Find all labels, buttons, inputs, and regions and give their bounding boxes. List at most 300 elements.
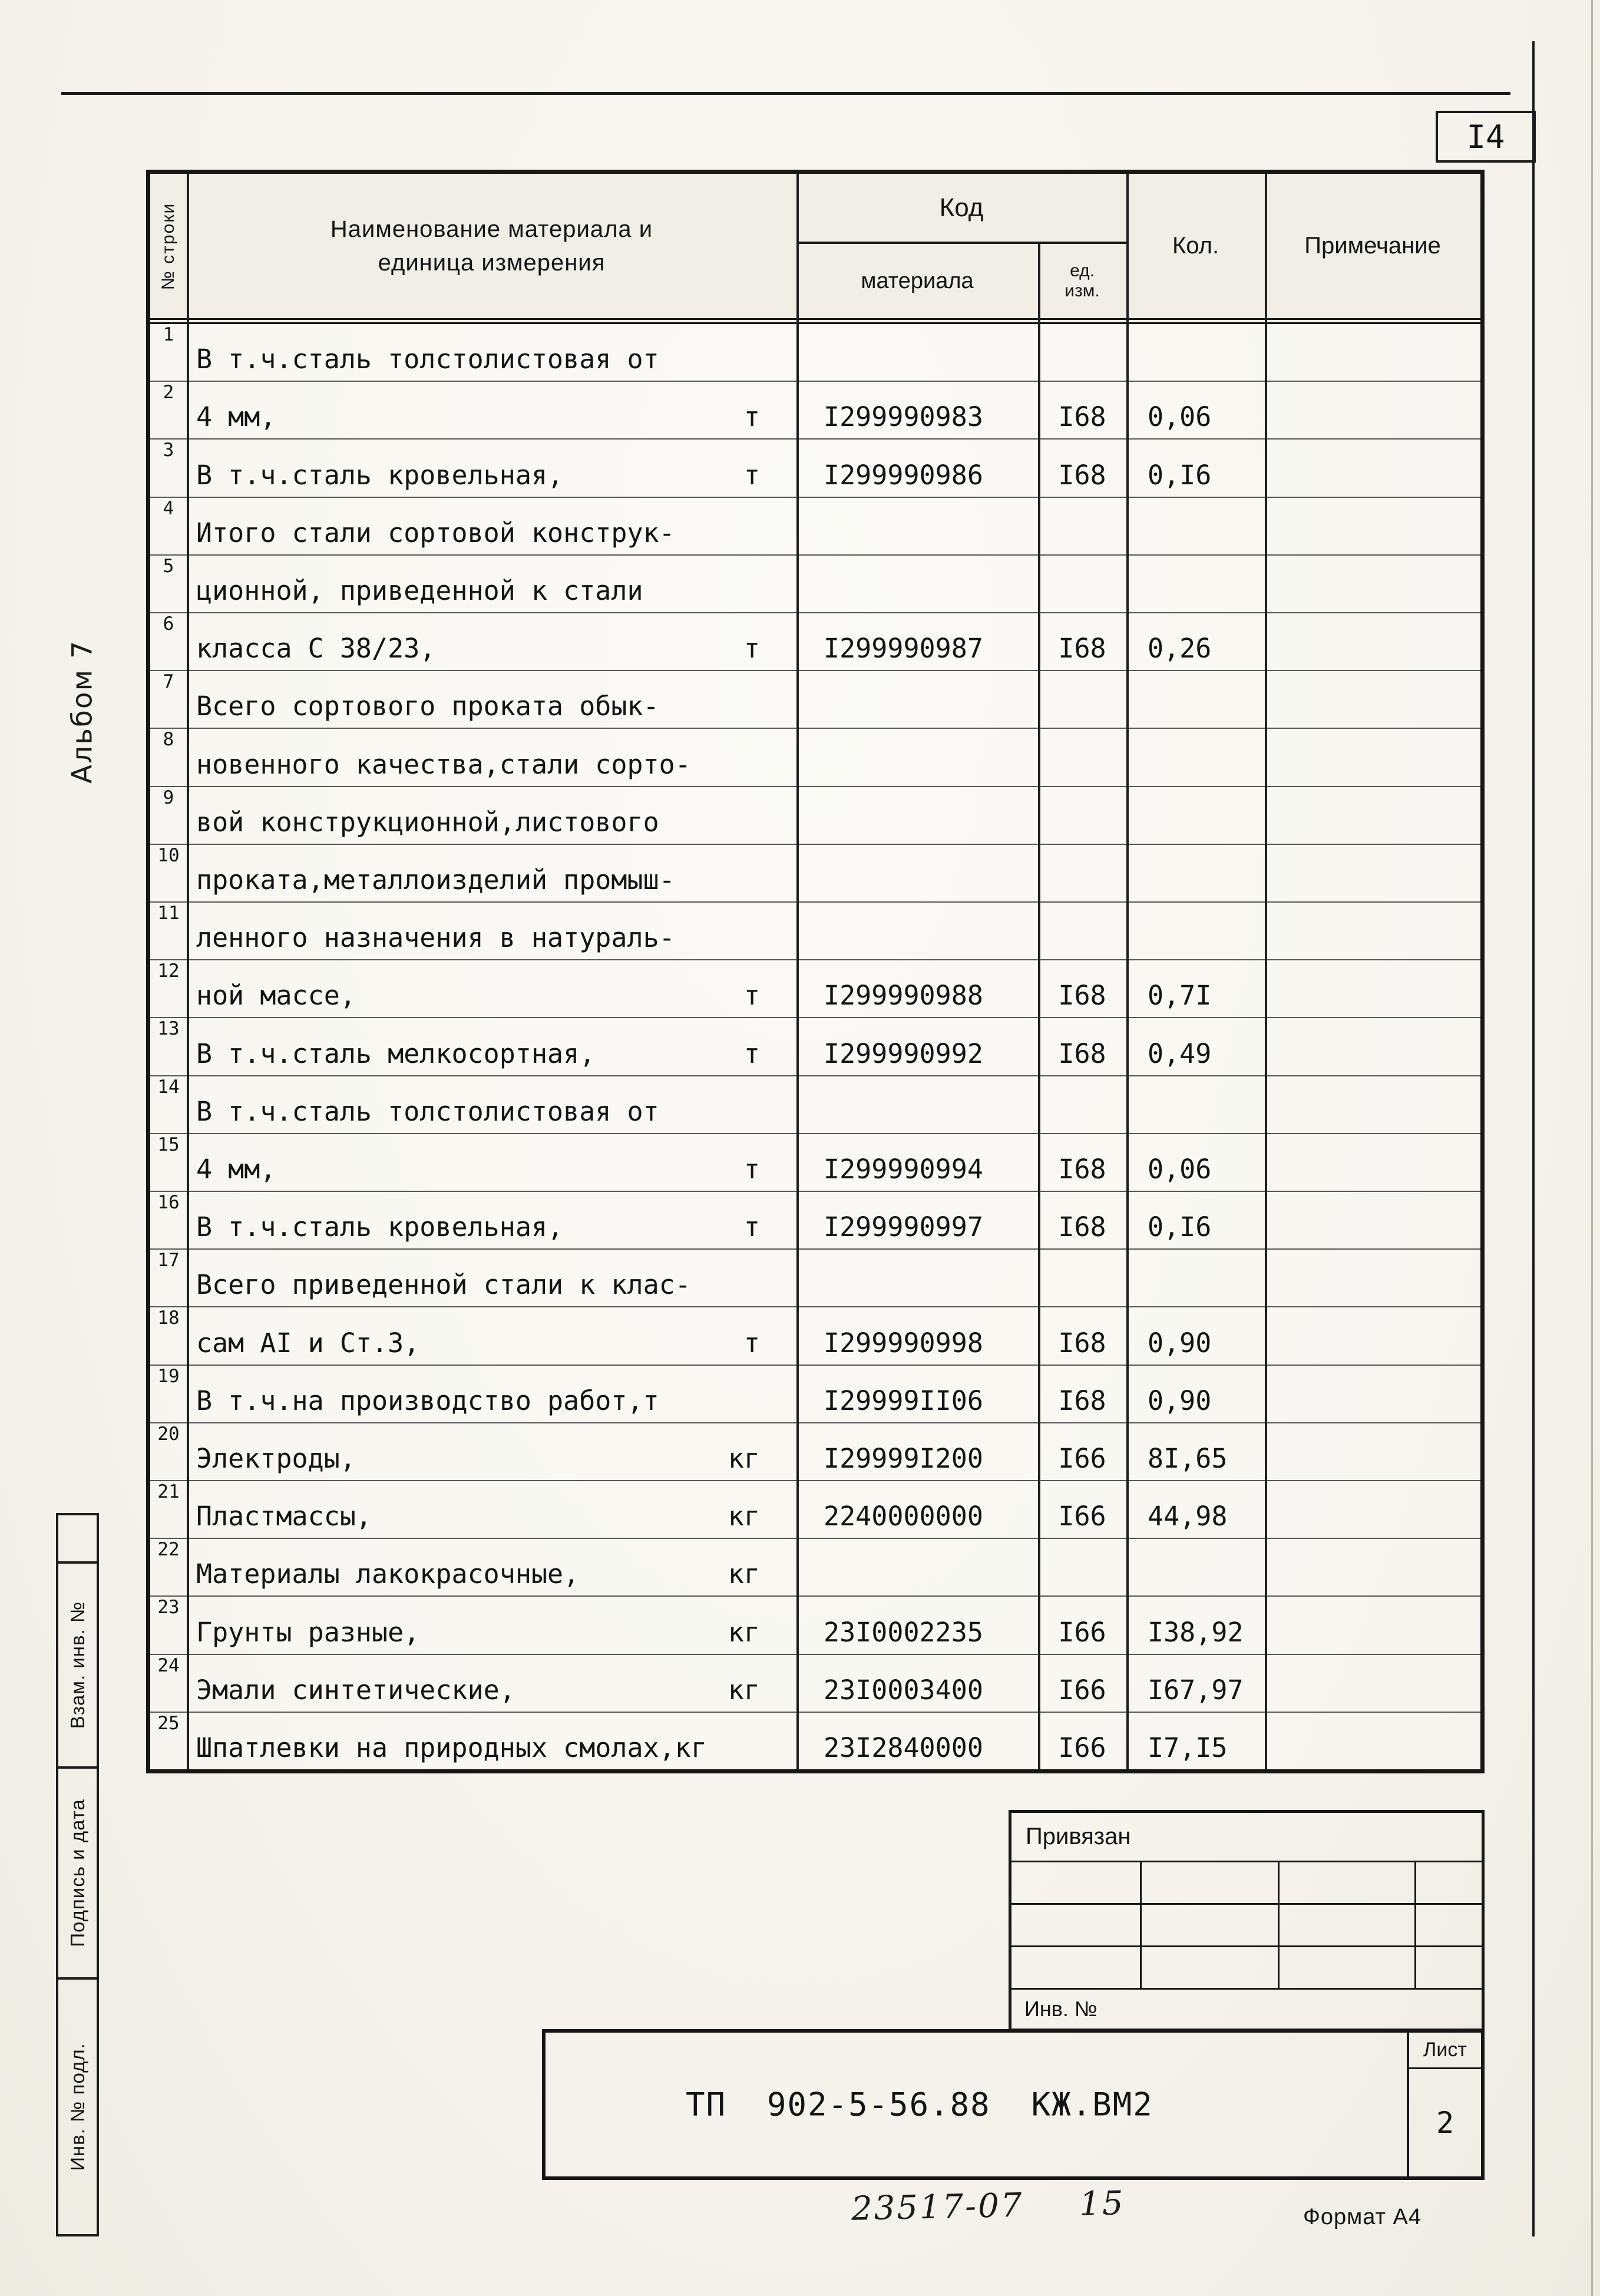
- column-header-quantity: Кол.: [1172, 233, 1219, 259]
- note-cell: [1265, 1192, 1480, 1248]
- material-name-cell: [187, 1655, 796, 1712]
- table-row: [150, 498, 1480, 556]
- material-name: Грунты разные,: [196, 1616, 420, 1648]
- row-number-header-text: № строки: [158, 202, 178, 290]
- material-name-cell: [187, 382, 796, 438]
- material-name: В т.ч.сталь кровельная,: [196, 1211, 564, 1243]
- unit-code: I66: [1058, 1443, 1106, 1475]
- unit-code-cell: [1038, 1713, 1126, 1769]
- quantity: 8I,65: [1148, 1443, 1228, 1475]
- quantity-cell: [1126, 1655, 1265, 1712]
- quantity: 0,I6: [1148, 1211, 1212, 1243]
- quantity-cell: [1126, 671, 1265, 728]
- material-code-cell: [796, 1250, 1038, 1306]
- material-name-cell: [187, 1713, 796, 1769]
- material-code: I299990994: [824, 1154, 983, 1185]
- note-cell: [1265, 1597, 1480, 1653]
- note-cell: [1265, 960, 1480, 1017]
- row-number: 5: [163, 555, 174, 577]
- row-number: 9: [163, 787, 174, 808]
- document-code: ТП 902-5-56.88 КЖ.ВМ2: [686, 2086, 1153, 2123]
- unit-code-cell: [1038, 1481, 1126, 1538]
- note-cell: [1265, 1076, 1480, 1133]
- privyazan-divider: [1140, 1862, 1142, 1990]
- material-name: сам АI и Ст.3,: [196, 1327, 420, 1359]
- paper-edge-line: [1591, 0, 1593, 2296]
- row-number: 17: [157, 1250, 180, 1271]
- unit-code: I68: [1058, 980, 1106, 1012]
- material-code-cell: [796, 382, 1038, 438]
- note-cell: [1265, 671, 1480, 728]
- material-name: В т.ч.на производство работ,т: [196, 1385, 659, 1416]
- table-row: [150, 1481, 1480, 1539]
- material-code: I29999I200: [824, 1443, 983, 1475]
- material-code-cell: [796, 1307, 1038, 1364]
- note-cell: [1265, 613, 1480, 670]
- note-cell: [1265, 1423, 1480, 1480]
- table-row: [150, 1076, 1480, 1134]
- unit-code: I68: [1058, 1154, 1106, 1185]
- table-row: [150, 440, 1480, 497]
- handwritten-order-number: [851, 2184, 1125, 2228]
- format-label: Формат А4: [1303, 2205, 1422, 2229]
- material-name: В т.ч.сталь толстолистовая от: [196, 343, 659, 375]
- quantity-cell: [1126, 1192, 1265, 1248]
- material-name: ной массе,: [196, 980, 356, 1012]
- unit-code-cell: [1038, 787, 1126, 844]
- material-name: Всего сортового проката обык-: [196, 691, 659, 722]
- material-code: 23I0002235: [824, 1616, 983, 1648]
- unit-code-cell: [1038, 1597, 1126, 1653]
- row-number: 14: [157, 1076, 180, 1098]
- material-code-cell: [796, 440, 1038, 496]
- unit-code: I68: [1058, 1385, 1106, 1416]
- quantity-cell: [1126, 1539, 1265, 1595]
- material-name: Пластмассы,: [196, 1501, 372, 1532]
- unit-code: I68: [1058, 1211, 1106, 1243]
- material-unit: кг: [728, 1674, 760, 1706]
- row-number: 25: [157, 1712, 180, 1734]
- column-divider: [796, 174, 799, 1769]
- row-number: 24: [157, 1654, 180, 1676]
- column-header-material-code: материала: [861, 268, 974, 293]
- material-name: ленного назначения в натураль-: [196, 922, 675, 954]
- material-code-cell: [796, 1713, 1038, 1769]
- title-block: [542, 2029, 1485, 2180]
- quantity-cell: [1126, 1481, 1265, 1538]
- podpis-data-label: Подпись и дата: [66, 1799, 88, 1947]
- row-number: 16: [157, 1192, 180, 1214]
- quantity-cell: [1126, 1307, 1265, 1364]
- quantity-cell: [1126, 498, 1265, 554]
- quantity-cell: [1126, 903, 1265, 959]
- material-name-cell: [187, 324, 796, 381]
- material-code: I299990998: [824, 1327, 983, 1359]
- table-row: [150, 1366, 1480, 1423]
- unit-code-cell: [1038, 1134, 1126, 1191]
- material-name-cell: [187, 556, 796, 612]
- material-name-cell: [187, 1250, 796, 1306]
- unit-code: I66: [1058, 1501, 1106, 1532]
- material-code: 23I2840000: [824, 1732, 983, 1764]
- column-divider: [1126, 174, 1129, 1769]
- quantity-cell: [1126, 787, 1265, 844]
- material-code-cell: [796, 1134, 1038, 1191]
- note-cell: [1265, 324, 1480, 381]
- note-cell: [1265, 1366, 1480, 1422]
- unit-code-cell: [1038, 729, 1126, 785]
- note-cell: [1265, 1481, 1480, 1538]
- table-header: [150, 174, 1480, 324]
- material-name-cell: [187, 960, 796, 1017]
- material-unit: кг: [728, 1558, 760, 1590]
- column-divider: [1265, 174, 1267, 1769]
- unit-code: I66: [1058, 1732, 1106, 1764]
- quantity: I7,I5: [1148, 1732, 1228, 1764]
- privyazan-empty-row: [1011, 1905, 1482, 1947]
- row-number: 22: [157, 1539, 180, 1561]
- row-number: 11: [157, 903, 180, 924]
- table-row: [150, 1250, 1480, 1307]
- column-header-code-group: Код: [796, 174, 1126, 244]
- quantity-cell: [1126, 960, 1265, 1017]
- unit-code: I66: [1058, 1674, 1106, 1706]
- material-code-cell: [796, 556, 1038, 612]
- table-body: [150, 324, 1480, 1769]
- unit-code-cell: [1038, 1307, 1126, 1364]
- unit-code-cell: [1038, 960, 1126, 1017]
- right-frame-line: [1532, 41, 1535, 2236]
- material-code-cell: [796, 1423, 1038, 1480]
- quantity-cell: [1126, 382, 1265, 438]
- frame-cell-empty: [56, 1513, 99, 1564]
- note-cell: [1265, 787, 1480, 844]
- page-number: I4: [1466, 118, 1505, 156]
- material-unit: т: [743, 1154, 760, 1185]
- row-number: 1: [163, 324, 174, 345]
- material-name: новенного качества,стали сорто-: [196, 748, 691, 780]
- quantity: 0,26: [1148, 633, 1212, 665]
- material-code-cell: [796, 729, 1038, 785]
- unit-code-cell: [1038, 613, 1126, 670]
- material-code: 23I0003400: [824, 1674, 983, 1706]
- material-name-header-line2: единица измерения: [378, 249, 606, 276]
- material-code: I299990988: [824, 980, 983, 1012]
- unit-code-cell: [1038, 324, 1126, 381]
- material-name: 4 мм,: [196, 1154, 276, 1185]
- note-cell: [1265, 498, 1480, 554]
- unit-code: I68: [1058, 459, 1106, 491]
- material-code-cell: [796, 1597, 1038, 1653]
- material-code-cell: [796, 1481, 1038, 1538]
- table-row: [150, 1713, 1480, 1769]
- unit-code-cell: [1038, 903, 1126, 959]
- material-unit: т: [743, 633, 760, 665]
- material-name: 4 мм,: [196, 401, 276, 433]
- row-number: 21: [157, 1481, 180, 1503]
- table-row: [150, 729, 1480, 787]
- note-cell: [1265, 845, 1480, 901]
- unit-code-cell: [1038, 1076, 1126, 1133]
- row-number: 12: [157, 960, 180, 982]
- note-cell: [1265, 440, 1480, 496]
- quantity-cell: [1126, 1018, 1265, 1075]
- material-code: 2240000000: [824, 1501, 983, 1532]
- material-code-cell: [796, 1192, 1038, 1248]
- quantity-cell: [1126, 556, 1265, 612]
- privyazan-label: Привязан: [1011, 1813, 1482, 1862]
- material-name-cell: [187, 1307, 796, 1364]
- handwritten-number: 23517-07: [851, 2186, 1024, 2228]
- material-unit: т: [743, 1038, 760, 1069]
- frame-cell-vzam-inv: [56, 1561, 99, 1769]
- note-cell: [1265, 1307, 1480, 1364]
- table-row: [150, 1307, 1480, 1365]
- row-number: 6: [163, 613, 174, 635]
- material-name-cell: [187, 440, 796, 496]
- material-name: Электроды,: [196, 1443, 356, 1475]
- quantity: 0,I6: [1148, 459, 1212, 491]
- unit-code: I66: [1058, 1616, 1106, 1648]
- inv-podl-label: Инв. № подл.: [66, 2043, 88, 2171]
- note-cell: [1265, 1134, 1480, 1191]
- quantity: 0,06: [1148, 1154, 1212, 1185]
- unit-code-cell: [1038, 556, 1126, 612]
- material-code-cell: [796, 845, 1038, 901]
- material-unit: т: [743, 459, 760, 491]
- row-number: 4: [163, 497, 174, 519]
- quantity: 0,06: [1148, 401, 1212, 433]
- material-code-cell: [796, 960, 1038, 1017]
- vzam-inv-label: Взам. инв. №: [66, 1601, 88, 1729]
- row-number: 13: [157, 1018, 180, 1040]
- table-row: [150, 1655, 1480, 1713]
- unit-code: I68: [1058, 633, 1106, 665]
- unit-code: I68: [1058, 1327, 1106, 1359]
- table-row: [150, 382, 1480, 440]
- quantity-cell: [1126, 440, 1265, 496]
- note-cell: [1265, 382, 1480, 438]
- privyazan-divider: [1414, 1862, 1416, 1990]
- row-number: 7: [163, 671, 174, 693]
- unit-code-cell: [1038, 1423, 1126, 1480]
- quantity: I67,97: [1148, 1674, 1244, 1706]
- row-number: 3: [163, 440, 174, 461]
- row-number: 10: [157, 844, 180, 866]
- material-unit: кг: [728, 1443, 760, 1475]
- material-name: В т.ч.сталь толстолистовая от: [196, 1095, 659, 1127]
- unit-code: I68: [1058, 401, 1106, 433]
- privyazan-divider: [1278, 1862, 1280, 1990]
- material-code-cell: [796, 1018, 1038, 1075]
- column-header-row-number: [150, 174, 187, 318]
- material-name: вой конструкционной,листового: [196, 806, 659, 838]
- material-name-cell: [187, 1076, 796, 1133]
- material-name-cell: [187, 1366, 796, 1422]
- material-code-cell: [796, 903, 1038, 959]
- material-name: Итого стали сортовой конструк-: [196, 517, 675, 549]
- privyazan-block: [1009, 1810, 1485, 2031]
- frame-cell-inv-podl: [56, 1977, 99, 2236]
- table-row: [150, 556, 1480, 613]
- material-name: В т.ч.сталь кровельная,: [196, 459, 564, 491]
- note-cell: [1265, 1713, 1480, 1769]
- material-code-cell: [796, 787, 1038, 844]
- material-name-cell: [187, 613, 796, 670]
- unit-code-cell: [1038, 1018, 1126, 1075]
- material-name: Материалы лакокрасочные,: [196, 1558, 580, 1590]
- quantity-cell: [1126, 1713, 1265, 1769]
- material-name-cell: [187, 845, 796, 901]
- row-number: 18: [157, 1307, 180, 1329]
- unit-code-cell: [1038, 382, 1126, 438]
- material-code-cell: [796, 1076, 1038, 1133]
- unit-code-cell: [1038, 440, 1126, 496]
- sheet-label: Лист: [1409, 2033, 1481, 2069]
- privyazan-inv-label: Инв. №: [1024, 1997, 1097, 2021]
- material-name: Эмали синтетические,: [196, 1674, 515, 1706]
- material-code-cell: [796, 1655, 1038, 1712]
- material-code-cell: [796, 671, 1038, 728]
- material-code: I29999II06: [824, 1385, 983, 1416]
- unit-code-cell: [1038, 1366, 1126, 1422]
- unit-code-header-line1: ед.: [1070, 260, 1095, 280]
- material-name-cell: [187, 671, 796, 728]
- material-name: класса С 38/23,: [196, 633, 436, 665]
- quantity-cell: [1126, 1423, 1265, 1480]
- material-name: Шпатлевки на природных смолах,кг: [196, 1732, 707, 1764]
- material-name-cell: [187, 498, 796, 554]
- table-row: [150, 1423, 1480, 1481]
- column-header-material-name: [187, 174, 796, 318]
- material-code-cell: [796, 1366, 1038, 1422]
- table-row: [150, 845, 1480, 903]
- note-cell: [1265, 729, 1480, 785]
- quantity-cell: [1126, 845, 1265, 901]
- table-row: [150, 1192, 1480, 1250]
- material-code: I299990992: [824, 1038, 983, 1069]
- material-unit: кг: [728, 1616, 760, 1648]
- quantity: 44,98: [1148, 1501, 1228, 1532]
- material-unit: кг: [728, 1501, 760, 1532]
- material-name-cell: [187, 787, 796, 844]
- material-code: I299990997: [824, 1211, 983, 1243]
- material-code-cell: [796, 613, 1038, 670]
- quantity: I38,92: [1148, 1616, 1244, 1648]
- material-name-cell: [187, 1597, 796, 1653]
- material-name: В т.ч.сталь мелкосортная,: [196, 1038, 596, 1069]
- table-row: [150, 960, 1480, 1018]
- quantity-cell: [1126, 1250, 1265, 1306]
- note-cell: [1265, 556, 1480, 612]
- note-cell: [1265, 1250, 1480, 1306]
- table-row: [150, 613, 1480, 671]
- material-code: I299990987: [824, 633, 983, 665]
- material-unit: т: [743, 1211, 760, 1243]
- material-code-cell: [796, 498, 1038, 554]
- top-border-line: [61, 92, 1510, 95]
- material-name-cell: [187, 1481, 796, 1538]
- quantity-cell: [1126, 1076, 1265, 1133]
- page-number-box: [1436, 111, 1536, 163]
- row-number: 23: [157, 1597, 180, 1618]
- material-name: Всего приведенной стали к клас-: [196, 1269, 691, 1301]
- sheet-number: 2: [1436, 2106, 1454, 2140]
- material-name: проката,металлоизделий промыш-: [196, 864, 675, 896]
- material-name-cell: [187, 1192, 796, 1248]
- table-row: [150, 671, 1480, 729]
- material-name-cell: [187, 1423, 796, 1480]
- unit-code-cell: [1038, 1192, 1126, 1248]
- column-header-note: Примечание: [1304, 233, 1441, 259]
- quantity: 0,49: [1148, 1038, 1212, 1069]
- unit-code-cell: [1038, 1655, 1126, 1712]
- quantity-cell: [1126, 613, 1265, 670]
- material-code-cell: [796, 1539, 1038, 1595]
- row-number: 20: [157, 1423, 180, 1445]
- quantity-cell: [1126, 1597, 1265, 1653]
- material-unit: т: [743, 1327, 760, 1359]
- privyazan-empty-row: [1011, 1947, 1482, 1990]
- unit-code-cell: [1038, 671, 1126, 728]
- material-unit: т: [743, 980, 760, 1012]
- quantity: 0,7I: [1148, 980, 1212, 1012]
- table-row: [150, 903, 1480, 960]
- material-unit: т: [743, 401, 760, 433]
- unit-code: I68: [1058, 1038, 1106, 1069]
- note-cell: [1265, 1018, 1480, 1075]
- unit-code-cell: [1038, 1539, 1126, 1595]
- row-number: 8: [163, 729, 174, 751]
- table-row: [150, 1597, 1480, 1654]
- column-divider: [1038, 244, 1040, 1769]
- note-cell: [1265, 1655, 1480, 1712]
- row-number: 2: [163, 382, 174, 404]
- material-name-cell: [187, 729, 796, 785]
- materials-table: [146, 170, 1485, 1773]
- material-name-cell: [187, 1134, 796, 1191]
- material-name-cell: [187, 903, 796, 959]
- material-name-cell: [187, 1539, 796, 1595]
- material-name: ционной, приведенной к стали: [196, 575, 643, 607]
- table-row: [150, 1539, 1480, 1597]
- material-code: I299990983: [824, 401, 983, 433]
- note-cell: [1265, 1539, 1480, 1595]
- unit-code-cell: [1038, 498, 1126, 554]
- column-header-unit-code: [1038, 244, 1126, 318]
- quantity-cell: [1126, 1134, 1265, 1191]
- handwritten-sheet: 15: [1079, 2184, 1126, 2224]
- row-number: 15: [157, 1134, 180, 1155]
- quantity-cell: [1126, 1366, 1265, 1422]
- table-row: [150, 324, 1480, 382]
- unit-code-header-line2: изм.: [1065, 281, 1100, 300]
- table-row: [150, 1134, 1480, 1192]
- material-name-header-line1: Наименование материала и: [330, 216, 653, 242]
- table-row: [150, 787, 1480, 845]
- unit-code-cell: [1038, 1250, 1126, 1306]
- frame-cell-podpis-data: [56, 1766, 99, 1980]
- row-number: 19: [157, 1365, 180, 1387]
- quantity-cell: [1126, 324, 1265, 381]
- material-code: I299990986: [824, 459, 983, 491]
- document-page: I4 Альбом 7 № строки Наименование материала и единица измерения Код материала ед. изм. Кол. Примечание 1 В т.ч.сталь толстолистовая от 2 4 мм, т I299990983 I68 0,06 3 В т.ч.сталь кровельная, т I299990986 I68 0,I6 4 Итого стали сортовой конструк- 5 ционной, приведенной к стали 6 класса С 38/23, т I299990987 I68 0,26 7 Всего сортового проката обык- 8 новенного качества,стали сорто- 9 вой конструкционной,листового 10 проката,металлоизделий промыш- 11 ленного назначения в натураль- 12 ной массе, т I299990988 I68 0,7I 13 В т.ч.сталь мелкосортная, т I299990992 I68 0,49 14 В т.ч.сталь толстолистовая от 15 4 мм, т I299990994 I68 0,06 16 В т.ч.сталь кровельная, т I299990997 I68 0,I6 17 Всего приведенной стали к клас- 18 сам АI и Ст.3, т I299990998 I68 0,90 19 В т.ч.на производство работ,т I29999II06 I68 0,90 20 Электроды, кг I29999I200 I66 8I,65 21 Пластмассы, кг 2240000000 I66 44,98 22 Материалы лакокрасочные, кг 23 Грунты разные, кг 23I0002235 I66 I38,92 24 Эмали синтетические, кг 23I0003400 I66 I67,97 25 Шпатлевки на природных смолах,кг 23I2840000 I66 I7,I5 Взам. инв. № Подпись и дата Инв. № подл. Привязан Инв. № ТП 902-5-56.88 КЖ.ВМ2 Лист 2 23517-07 15 Формат А4: [0, 0, 1600, 2296]
- material-code-cell: [796, 324, 1038, 381]
- column-divider: [187, 174, 189, 1769]
- quantity-cell: [1126, 729, 1265, 785]
- material-name-cell: [187, 1018, 796, 1075]
- note-cell: [1265, 903, 1480, 959]
